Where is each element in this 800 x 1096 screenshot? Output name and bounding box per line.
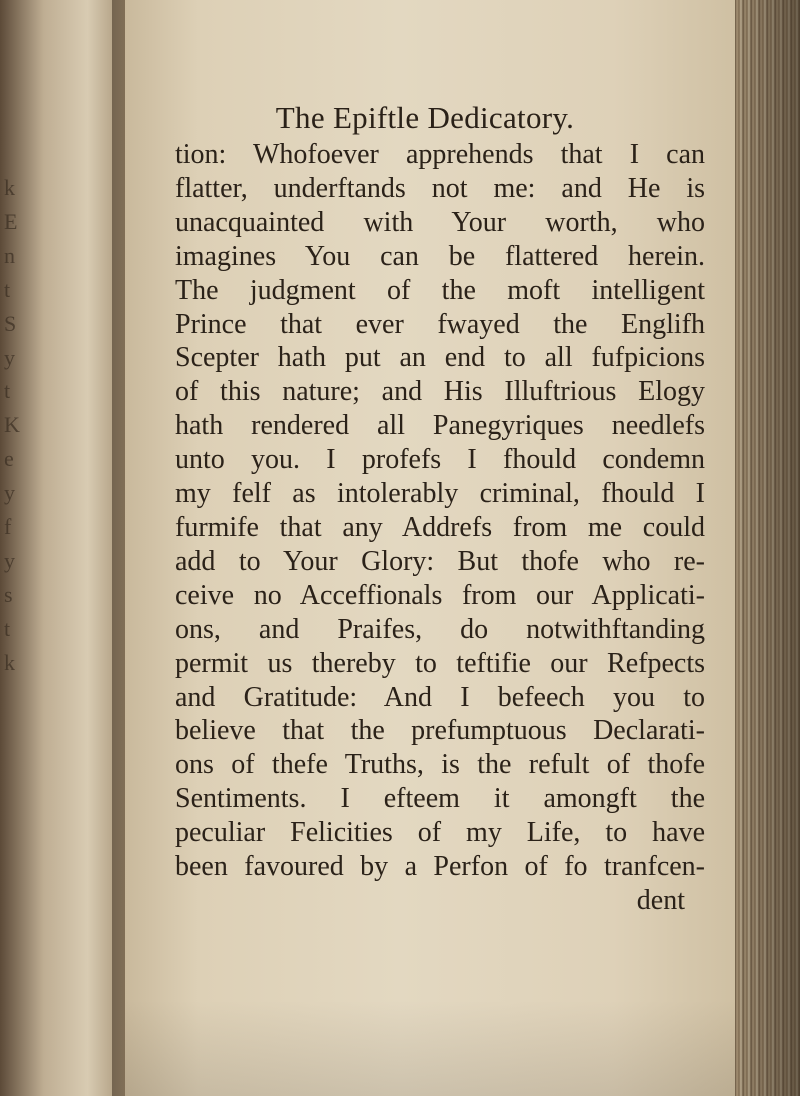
page-bottom-shade bbox=[125, 1000, 735, 1096]
facing-page-fragment: k bbox=[4, 649, 15, 675]
catchword: dent bbox=[636, 884, 685, 916]
text-line: and Gratitude: And I befeech you to bbox=[175, 681, 705, 713]
body-text bbox=[175, 138, 705, 918]
text-line: furmife that any Addrefs from me could bbox=[175, 511, 705, 543]
text-line: ons, and Praifes, do notwithftanding bbox=[175, 613, 705, 645]
text-line: ons of thefe Truths, is the refult of thofe bbox=[175, 749, 705, 781]
text-line: my felf as intolerably criminal, fhould I bbox=[175, 478, 705, 510]
text-line: add to Your Glory: But thofe who re- bbox=[175, 545, 705, 577]
text-line: The judgment of the moft intelligent bbox=[175, 274, 705, 306]
text-line: unacquainted with Your worth, who bbox=[175, 206, 705, 238]
text-line: Sentiments. I efteem it amongft the bbox=[175, 783, 705, 815]
text-line: Scepter hath put an end to all fufpicions bbox=[175, 342, 705, 374]
facing-page-fragment: y bbox=[4, 547, 15, 573]
text-line: Prince that ever fwayed the Englifh bbox=[175, 308, 705, 340]
facing-page-fragment: y bbox=[4, 480, 15, 506]
text-line: imagines You can be flattered herein. bbox=[175, 240, 705, 272]
facing-page-fragment: k bbox=[4, 175, 15, 200]
text-line: of this nature; and His Illuftrious Elogy bbox=[175, 376, 705, 408]
text-line: hath rendered all Panegyriques needlefs bbox=[175, 410, 705, 442]
text-line: permit us thereby to teftifie our Refpects bbox=[175, 647, 705, 679]
facing-page-fragment: y bbox=[4, 344, 15, 370]
facing-page-fragment: e bbox=[4, 446, 14, 472]
text-line: ceive no Acceffionals from our Applicati- bbox=[175, 579, 705, 611]
facing-page-fragment: E bbox=[4, 208, 18, 234]
facing-page-fragment: t bbox=[4, 378, 11, 404]
text-line: tion: Whofoever apprehends that I can bbox=[175, 139, 705, 170]
facing-page-fragment: s bbox=[4, 581, 13, 607]
facing-page-fragment: S bbox=[4, 310, 17, 336]
facing-page-fragment: f bbox=[4, 514, 12, 539]
facing-page-fragment: t bbox=[4, 276, 11, 302]
facing-page-edge bbox=[0, 0, 125, 1096]
text-line: believe that the prefumptuous Declarati- bbox=[175, 715, 705, 747]
text-line: peculiar Felicities of my Life, to have bbox=[175, 817, 705, 849]
text-line: unto you. I profefs I fhould condemn bbox=[175, 444, 705, 476]
facing-page-fragment: K bbox=[4, 412, 20, 438]
running-header: The Epiftle Dedicatory. bbox=[275, 100, 575, 135]
text-line: flatter, underftands not me: and He is bbox=[175, 172, 705, 204]
facing-page-fragment: n bbox=[4, 242, 15, 268]
facing-page-fragment: t bbox=[4, 615, 11, 641]
page-stack-edge bbox=[735, 0, 800, 1096]
text-line: been favoured by a Perfon of fo tranfcen- bbox=[175, 851, 705, 883]
